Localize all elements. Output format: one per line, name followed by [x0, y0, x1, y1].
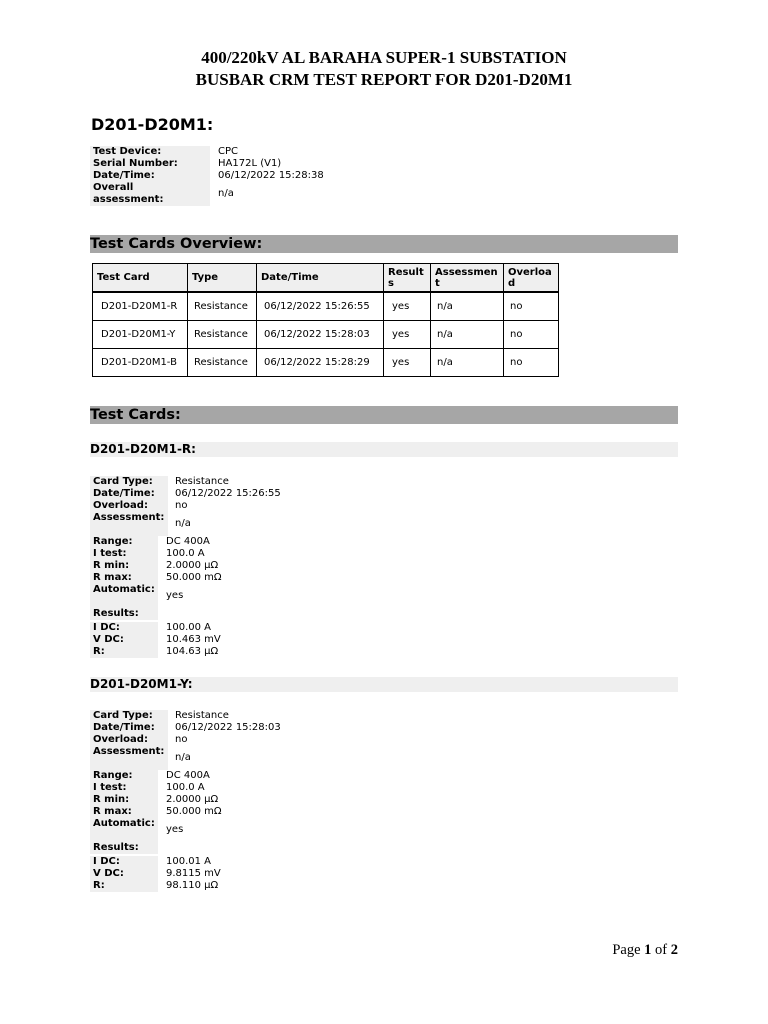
range-label: Range: [90, 536, 158, 548]
idc-label: I DC: [90, 856, 158, 868]
overall-assessment-label: Overall assessment: [90, 182, 210, 206]
card-assessment-value: n/a [175, 518, 191, 529]
vdc-label: V DC: [90, 868, 158, 880]
card-type-label: Card Type: [90, 476, 168, 488]
card-datetime-label: Date/Time: [90, 488, 168, 500]
datetime-value: 06/12/2022 15:28:38 [218, 170, 324, 181]
rmax-label: R max: [90, 806, 158, 818]
serial-label: Serial Number: [90, 158, 210, 170]
device-value: CPC [218, 146, 238, 157]
vdc-label: V DC: [90, 634, 158, 646]
card-y-title: D201-D20M1-Y: [90, 677, 678, 692]
itest-value: 100.0 A [166, 548, 205, 559]
cell-type: Resistance [188, 292, 257, 321]
page-current: 1 [644, 942, 652, 958]
cell-datetime: 06/12/2022 15:26:55 [257, 292, 384, 321]
card-datetime-value: 06/12/2022 15:28:03 [175, 722, 281, 733]
cell-results: yes [384, 349, 431, 377]
cell-card: D201-D20M1-B [93, 349, 188, 377]
card-type-value: Resistance [175, 476, 229, 487]
col-overload: Overload [504, 264, 559, 293]
report-title-line1: 400/220kV AL BARAHA SUPER-1 SUBSTATION [201, 48, 567, 67]
overview-table [92, 263, 559, 377]
table-row [93, 292, 559, 321]
cell-card: D201-D20M1-R [93, 292, 188, 321]
cell-overload: no [504, 321, 559, 349]
idc-label: I DC: [90, 622, 158, 634]
page-footer [612, 942, 678, 959]
device-heading: D201-D20M1: [91, 115, 214, 134]
table-row [93, 349, 559, 377]
report-title-line2: BUSBAR CRM TEST REPORT FOR D201-D20M1 [195, 70, 573, 89]
card-type-value: Resistance [175, 710, 229, 721]
r-label: R: [90, 880, 158, 892]
cell-type: Resistance [188, 321, 257, 349]
itest-label: I test: [90, 782, 158, 794]
r-value: 98.110 µΩ [166, 880, 219, 891]
automatic-value: yes [166, 824, 184, 835]
automatic-value: yes [166, 590, 184, 601]
card-assessment-label: Assessment: [90, 512, 168, 536]
idc-value: 100.01 A [166, 856, 212, 867]
range-value: DC 400A [166, 770, 210, 781]
results-label: Results: [90, 842, 158, 854]
cell-type: Resistance [188, 349, 257, 377]
results-label: Results: [90, 608, 158, 620]
vdc-value: 10.463 mV [166, 634, 221, 645]
cell-results: yes [384, 292, 431, 321]
cell-overload: no [504, 349, 559, 377]
card-r-title: D201-D20M1-R: [90, 442, 678, 457]
cell-assessment: n/a [431, 292, 504, 321]
card-datetime-label: Date/Time: [90, 722, 168, 734]
table-row [93, 321, 559, 349]
cell-assessment: n/a [431, 321, 504, 349]
overall-assessment-value: n/a [218, 188, 234, 199]
rmin-value: 2.0000 µΩ [166, 560, 219, 571]
card-type-label: Card Type: [90, 710, 168, 722]
rmax-label: R max: [90, 572, 158, 584]
of-word: of [655, 942, 668, 958]
col-results: Results [384, 264, 431, 293]
card-overload-value: no [175, 500, 188, 511]
rmin-label: R min: [90, 794, 158, 806]
device-info [90, 146, 390, 206]
itest-value: 100.0 A [166, 782, 205, 793]
cell-results: yes [384, 321, 431, 349]
vdc-value: 9.8115 mV [166, 868, 221, 879]
rmax-value: 50.000 mΩ [166, 806, 222, 817]
card-overload-label: Overload: [90, 500, 168, 512]
card-assessment-label: Assessment: [90, 746, 168, 770]
card-datetime-value: 06/12/2022 15:26:55 [175, 488, 281, 499]
table-header-row [93, 264, 559, 293]
automatic-label: Automatic: [90, 818, 158, 842]
card-y-details [90, 710, 390, 894]
cell-assessment: n/a [431, 349, 504, 377]
card-overload-value: no [175, 734, 188, 745]
col-datetime: Date/Time [257, 264, 384, 293]
r-label: R: [90, 646, 158, 658]
rmax-value: 50.000 mΩ [166, 572, 222, 583]
page-total: 2 [670, 942, 678, 958]
rmin-label: R min: [90, 560, 158, 572]
serial-value: HA172L (V1) [218, 158, 282, 169]
page-word: Page [612, 942, 641, 958]
cell-overload: no [504, 292, 559, 321]
rmin-value: 2.0000 µΩ [166, 794, 219, 805]
col-assessment: Assessment [431, 264, 504, 293]
overview-heading: Test Cards Overview: [90, 235, 678, 253]
automatic-label: Automatic: [90, 584, 158, 608]
r-value: 104.63 µΩ [166, 646, 219, 657]
card-assessment-value: n/a [175, 752, 191, 763]
range-label: Range: [90, 770, 158, 782]
idc-value: 100.00 A [166, 622, 212, 633]
itest-label: I test: [90, 548, 158, 560]
device-label: Test Device: [90, 146, 210, 158]
datetime-label: Date/Time: [90, 170, 210, 182]
cell-datetime: 06/12/2022 15:28:29 [257, 349, 384, 377]
card-overload-label: Overload: [90, 734, 168, 746]
range-value: DC 400A [166, 536, 210, 547]
cell-card: D201-D20M1-Y [93, 321, 188, 349]
col-type: Type [188, 264, 257, 293]
test-cards-heading: Test Cards: [90, 406, 678, 424]
cell-datetime: 06/12/2022 15:28:03 [257, 321, 384, 349]
card-r-details [90, 476, 390, 660]
col-test-card: Test Card [93, 264, 188, 293]
